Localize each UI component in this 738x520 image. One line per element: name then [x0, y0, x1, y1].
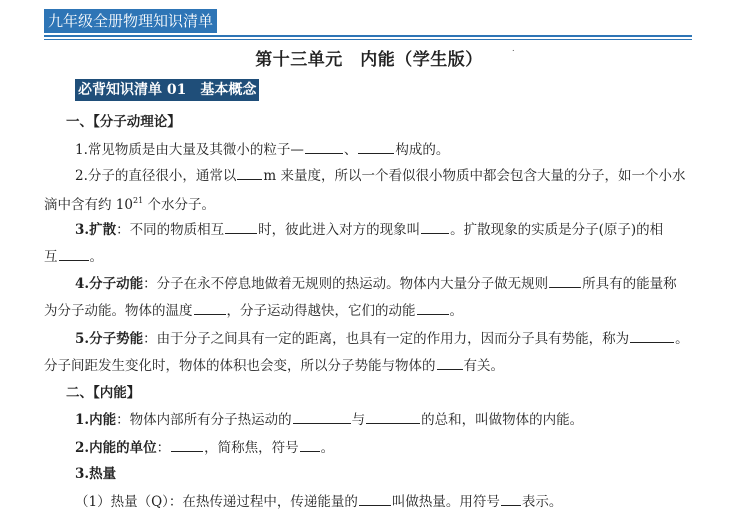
q1-text-c: 的总和，叫做物体的内能。 [421, 412, 584, 428]
p3-label: 3.扩散 [75, 222, 117, 238]
p5-text-c: 分子间距发生变化时，物体的体积也会变，所以分子势能与物体的 [44, 358, 436, 374]
p5-label: 5.分子势能 [75, 331, 144, 347]
p4-text-b: 所具有的能量称 [582, 276, 677, 292]
fill-blank [417, 301, 449, 315]
fill-blank [194, 301, 226, 315]
p3-text-c: 。扩散现象的实质是分子(原子)的相 [450, 222, 664, 238]
p1-text-b: 、 [343, 142, 358, 158]
p4-text-e: 。 [449, 303, 463, 319]
p3-text-d: 互 [44, 249, 58, 265]
paragraph-5-line-1 [75, 329, 689, 348]
p4-label: 4.分子动能 [75, 276, 144, 292]
fill-blank [359, 492, 391, 506]
paragraph-1 [75, 140, 449, 159]
document-title: 第十三单元 内能（学生版） [255, 50, 483, 70]
paragraph-3-line-1 [75, 220, 663, 239]
p2-text-c: 滴中含有约 10 [44, 197, 133, 213]
q4-text-b: 叫做热量。用符号 [391, 494, 500, 510]
section-heading-1: 一、【分子动理论】 [66, 114, 181, 130]
q2-text-a: ： [156, 440, 171, 456]
p2-text-a: 2.分子的直径很小，通常以 [75, 168, 237, 184]
stray-dot: . [512, 44, 515, 53]
p5-text-b: 。 [675, 331, 689, 347]
list-label: 必背知识清单 01 基本概念 [75, 79, 259, 101]
p3-text-e: 。 [89, 249, 103, 265]
item-3-label: 3.热量 [75, 466, 117, 482]
fill-blank [421, 220, 449, 234]
fill-blank [171, 438, 203, 452]
q4-text-a: （1）热量（Q）：在热传递过程中，传递能量的 [75, 494, 358, 510]
q1-text-b: 与 [351, 412, 366, 428]
fill-blank [358, 140, 394, 154]
fill-blank [59, 247, 89, 261]
item-4 [75, 492, 562, 511]
paragraph-4-line-1 [75, 274, 677, 293]
q1-label: 1.内能 [75, 412, 117, 428]
paragraph-2-line-2 [44, 192, 215, 214]
fill-blank [300, 438, 320, 452]
p2-text-b: m 来量度，所以一个看似很小物质中都会包含大量的分子，如一个小水 [263, 168, 686, 184]
q2-text-c: 。 [320, 440, 335, 456]
p1-text-a: 1.常见物质是由大量及其微小的粒子— [75, 142, 304, 158]
q1-text-a: ：物体内部所有分子热运动的 [116, 412, 292, 428]
p2-text-d: 个水分子。 [143, 197, 215, 213]
q2-text-b: ，简称焦，符号 [204, 440, 299, 456]
q4-text-c: 表示。 [521, 494, 563, 510]
p4-text-a: ：分子在永不停息地做着无规则的热运动。物体内大量分子做无规则 [143, 276, 549, 292]
header-rule-thick [44, 35, 692, 37]
fill-blank [305, 140, 343, 154]
fill-blank [237, 166, 262, 180]
item-1 [75, 410, 583, 429]
paragraph-2-line-1 [75, 166, 685, 185]
p5-text-a: ：由于分子之间具有一定的距离，也具有一定的作用力，因而分子具有势能，称为 [143, 331, 630, 347]
paragraph-3-line-2 [44, 247, 103, 266]
fill-blank [501, 492, 521, 506]
item-2 [75, 438, 334, 457]
fill-blank [366, 410, 420, 424]
paragraph-4-line-2 [44, 301, 463, 320]
fill-blank [437, 356, 463, 370]
q2-label: 2.内能的单位 [75, 440, 157, 456]
fill-blank [293, 410, 351, 424]
header-tag: 九年级全册物理知识清单 [44, 9, 217, 33]
p5-text-d: 有关。 [463, 358, 504, 374]
fill-blank [225, 220, 257, 234]
paragraph-5-line-2 [44, 356, 504, 375]
fill-blank [549, 274, 581, 288]
section-heading-2: 二、【内能】 [66, 385, 141, 401]
p2-exponent: 21 [132, 196, 144, 205]
p3-text-b: 时，彼此进入对方的现象叫 [258, 222, 421, 238]
fill-blank [630, 329, 674, 343]
p1-text-c: 构成的。 [395, 142, 450, 158]
p4-text-d: ，分子运动得越快，它们的动能 [226, 303, 416, 319]
p4-text-c: 为分子动能。物体的温度 [44, 303, 193, 319]
p3-text-a: ：不同的物质相互 [116, 222, 225, 238]
header-rule-thin [44, 39, 692, 40]
